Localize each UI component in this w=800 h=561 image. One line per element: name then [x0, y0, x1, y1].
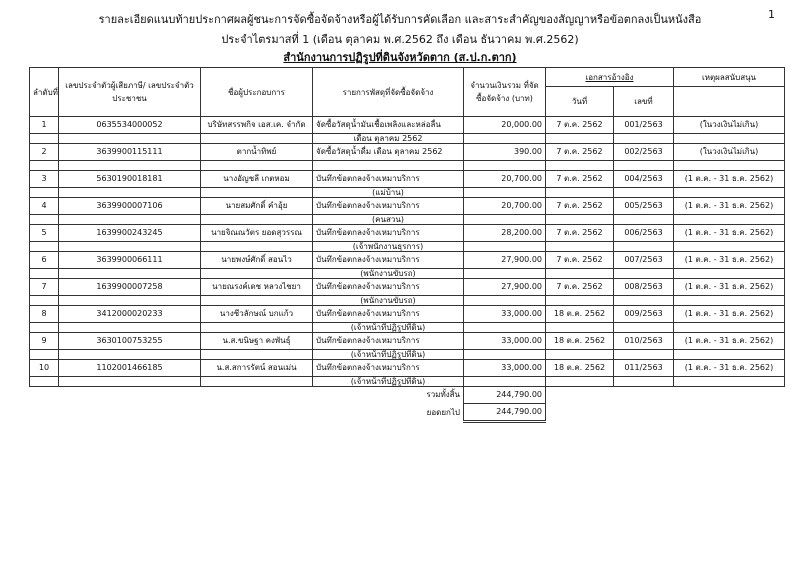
item-detail-cell: (พนักงานขับรถ) — [313, 269, 464, 279]
taxid-cell: 5630190018181 — [59, 171, 201, 188]
amount-cell: 27,900.00 — [464, 279, 546, 296]
item-detail-cell: (แม่บ้าน) — [313, 188, 464, 198]
date-cell: 18 ต.ค. 2562 — [546, 360, 614, 377]
vendor-cell: นางอัญชลี เกตหอม — [201, 171, 313, 188]
blank-cell — [464, 161, 546, 171]
docno-cell: 007/2563 — [614, 252, 674, 269]
page-number: 1 — [768, 8, 775, 21]
blank-cell — [201, 161, 313, 171]
docno-cell: 005/2563 — [614, 198, 674, 215]
item-detail-cell: (เจ้าหน้าที่ปฏิรูปที่ดิน) — [313, 350, 464, 360]
taxid-cell: 1639900007258 — [59, 279, 201, 296]
table-row-continuation — [30, 269, 785, 279]
item-detail-cell: (คนสวน) — [313, 215, 464, 225]
blank-cell — [30, 269, 59, 279]
reason-cell: (ในวงเงินไม่เกิน) — [674, 117, 785, 134]
table-row — [30, 117, 785, 134]
item-cell: บันทึกข้อตกลงจ้างเหมาบริการ — [313, 252, 464, 269]
blank-cell — [674, 134, 785, 144]
docno-cell: 008/2563 — [614, 279, 674, 296]
seq-cell: 4 — [30, 198, 59, 215]
header-taxid: เลขประจำตัวผู้เสียภาษี/ เลขประจำตัวประชาชน — [59, 68, 201, 117]
blank-cell — [201, 323, 313, 333]
table-row-continuation — [30, 215, 785, 225]
blank-cell — [546, 134, 614, 144]
item-detail-cell: (พนักงานขับรถ) — [313, 296, 464, 306]
header-vendor: ชื่อผู้ประกอบการ — [201, 68, 313, 117]
taxid-cell: 1639900243245 — [59, 225, 201, 242]
taxid-cell: 3630100753255 — [59, 333, 201, 350]
table-row — [30, 225, 785, 242]
item-cell: บันทึกข้อตกลงจ้างเหมาบริการ — [313, 279, 464, 296]
seq-cell: 5 — [30, 225, 59, 242]
blank-cell — [546, 215, 614, 225]
docno-cell: 009/2563 — [614, 306, 674, 323]
docno-cell: 004/2563 — [614, 171, 674, 188]
seq-cell: 2 — [30, 144, 59, 161]
blank-cell — [201, 269, 313, 279]
carry-forward-value: 244,790.00 — [464, 404, 546, 422]
table-row-continuation — [30, 242, 785, 252]
blank-cell — [674, 377, 785, 387]
blank-cell — [464, 377, 546, 387]
agency-name-text: สำนักงานการปฏิรูปที่ดินจังหวัดตาก (ส.ป.ก.ตาก) — [283, 51, 517, 64]
blank-cell — [201, 296, 313, 306]
reason-cell: (1 ต.ค. - 31 ธ.ค. 2562) — [674, 360, 785, 377]
reason-cell: (1 ต.ค. - 31 ธ.ค. 2562) — [674, 225, 785, 242]
seq-cell: 3 — [30, 171, 59, 188]
header-seq: ลำดับที่ — [30, 68, 59, 117]
blank-cell — [464, 134, 546, 144]
vendor-cell: นายสมศักดิ์ คำอุ้ย — [201, 198, 313, 215]
taxid-cell: 3412000020233 — [59, 306, 201, 323]
seq-cell: 10 — [30, 360, 59, 377]
blank-cell — [30, 215, 59, 225]
blank-cell — [59, 242, 201, 252]
vendor-cell: น.ส.ขนิษฐา คงพันธุ์ — [201, 333, 313, 350]
item-cell: บันทึกข้อตกลงจ้างเหมาบริการ — [313, 360, 464, 377]
vendor-cell: นายพงษ์ศักดิ์ สอนไว — [201, 252, 313, 269]
blank-cell — [546, 350, 614, 360]
vendor-cell: ตากน้ำทิพย์ — [201, 144, 313, 161]
blank-cell — [464, 188, 546, 198]
amount-cell: 28,200.00 — [464, 225, 546, 242]
amount-cell: 20,000.00 — [464, 117, 546, 134]
table-row — [30, 198, 785, 215]
table-row — [30, 171, 785, 188]
blank-cell — [59, 377, 201, 387]
taxid-cell: 3639900007106 — [59, 198, 201, 215]
table-row-continuation — [30, 188, 785, 198]
reason-cell: (ในวงเงินไม่เกิน) — [674, 144, 785, 161]
blank-cell — [59, 215, 201, 225]
blank-cell — [464, 269, 546, 279]
item-detail-cell: (เจ้าหน้าที่ปฏิรูปที่ดิน) — [313, 377, 464, 387]
table-row — [30, 306, 785, 323]
item-cell: จัดซื้อวัสดุน้ำมันเชื้อเพลิงและหล่อลื่น — [313, 117, 464, 134]
header-reason-blank — [674, 87, 785, 117]
blank-cell — [614, 350, 674, 360]
table-row-continuation — [30, 350, 785, 360]
taxid-cell: 1102001466185 — [59, 360, 201, 377]
reason-cell: (1 ต.ค. - 31 ธ.ค. 2562) — [674, 198, 785, 215]
date-cell: 7 ต.ค. 2562 — [546, 279, 614, 296]
blank-cell — [674, 323, 785, 333]
blank-cell — [59, 134, 201, 144]
blank-cell — [546, 161, 614, 171]
blank-cell — [59, 188, 201, 198]
item-cell: บันทึกข้อตกลงจ้างเหมาบริการ — [313, 333, 464, 350]
blank-cell — [464, 323, 546, 333]
table-row — [30, 144, 785, 161]
reason-cell: (1 ต.ค. - 31 ธ.ค. 2562) — [674, 333, 785, 350]
vendor-cell: นางชีวลักษณ์ บกแก้ว — [201, 306, 313, 323]
item-detail-cell: เดือน ตุลาคม 2562 — [313, 134, 464, 144]
header-reason: เหตุผลสนับสนุน — [674, 68, 785, 87]
total-value: 244,790.00 — [464, 387, 546, 404]
blank-cell — [59, 323, 201, 333]
blank-cell — [614, 161, 674, 171]
blank-cell — [674, 269, 785, 279]
seq-cell: 7 — [30, 279, 59, 296]
document-title: รายละเอียดแนบท้ายประกาศผลผู้ชนะการจัดซื้อจัดจ้างหรือผู้ได้รับการคัดเลือก และสาระสำคัญของสัญญาหรือข้อตกลงเป็นหนังสือ — [98, 13, 702, 26]
blank-cell — [201, 377, 313, 387]
blank-cell — [546, 296, 614, 306]
amount-cell: 390.00 — [464, 144, 546, 161]
date-cell: 7 ต.ค. 2562 — [546, 198, 614, 215]
taxid-cell: 0635534000052 — [59, 117, 201, 134]
blank-cell — [464, 296, 546, 306]
date-cell: 7 ต.ค. 2562 — [546, 225, 614, 242]
blank-cell — [201, 242, 313, 252]
blank-cell — [30, 350, 59, 360]
table-row-continuation — [30, 161, 785, 171]
amount-cell: 20,700.00 — [464, 198, 546, 215]
blank-cell — [546, 188, 614, 198]
docno-cell: 011/2563 — [614, 360, 674, 377]
blank-cell — [59, 296, 201, 306]
blank-cell — [30, 134, 59, 144]
blank-cell — [614, 296, 674, 306]
header-docno: เลขที่ — [614, 87, 674, 117]
blank-cell — [464, 350, 546, 360]
table-row — [30, 279, 785, 296]
blank-cell — [674, 161, 785, 171]
blank-cell — [674, 242, 785, 252]
date-cell: 7 ต.ค. 2562 — [546, 252, 614, 269]
blank-cell — [59, 269, 201, 279]
blank-cell — [464, 242, 546, 252]
header-date: วันที่ — [546, 87, 614, 117]
item-cell: จัดซื้อวัสดุน้ำดื่ม เดือน ตุลาคม 2562 — [313, 144, 464, 161]
blank-cell — [59, 350, 201, 360]
blank-cell — [546, 377, 614, 387]
blank-cell — [201, 134, 313, 144]
carry-forward-label: ยอดยกไป — [426, 407, 460, 417]
amount-cell: 27,900.00 — [464, 252, 546, 269]
header-amount: จำนวนเงินรวม ที่จัดซื้อจัดจ้าง (บาท) — [464, 68, 546, 117]
item-detail-cell: (เจ้าหน้าที่ปฏิรูปที่ดิน) — [313, 323, 464, 333]
blank-cell — [674, 188, 785, 198]
reason-cell: (1 ต.ค. - 31 ธ.ค. 2562) — [674, 171, 785, 188]
amount-cell: 33,000.00 — [464, 333, 546, 350]
blank-cell — [614, 215, 674, 225]
blank-cell — [674, 296, 785, 306]
reason-cell: (1 ต.ค. - 31 ธ.ค. 2562) — [674, 252, 785, 269]
table-row — [30, 333, 785, 350]
header-item: รายการพัสดุที่จัดซื้อจัดจ้าง — [313, 68, 464, 117]
blank-cell — [614, 269, 674, 279]
blank-cell — [30, 188, 59, 198]
table-row-continuation — [30, 323, 785, 333]
blank-cell — [546, 323, 614, 333]
docno-cell: 006/2563 — [614, 225, 674, 242]
date-cell: 7 ต.ค. 2562 — [546, 144, 614, 161]
seq-cell: 8 — [30, 306, 59, 323]
amount-cell: 33,000.00 — [464, 306, 546, 323]
blank-cell — [464, 215, 546, 225]
blank-cell — [201, 215, 313, 225]
blank-cell — [546, 269, 614, 279]
date-cell: 18 ต.ค. 2562 — [546, 333, 614, 350]
table-row-continuation — [30, 134, 785, 144]
vendor-cell: นายจิณณวัตร ยอดสุวรรณ — [201, 225, 313, 242]
blank-cell — [614, 242, 674, 252]
seq-cell: 6 — [30, 252, 59, 269]
quarter-period: ประจำไตรมาสที่ 1 (เดือน ตุลาคม พ.ศ.2562 ถึง เดือน ธันวาคม พ.ศ.2562) — [221, 33, 579, 46]
reason-cell: (1 ต.ค. - 31 ธ.ค. 2562) — [674, 279, 785, 296]
table-row — [30, 252, 785, 269]
docno-cell: 002/2563 — [614, 144, 674, 161]
blank-cell — [201, 188, 313, 198]
date-cell: 7 ต.ค. 2562 — [546, 171, 614, 188]
blank-cell — [546, 242, 614, 252]
seq-cell: 9 — [30, 333, 59, 350]
item-detail-cell — [313, 161, 464, 171]
item-cell: บันทึกข้อตกลงจ้างเหมาบริการ — [313, 225, 464, 242]
table-row — [30, 360, 785, 377]
amount-cell: 20,700.00 — [464, 171, 546, 188]
blank-cell — [30, 296, 59, 306]
docno-cell: 001/2563 — [614, 117, 674, 134]
blank-cell — [30, 242, 59, 252]
blank-cell — [674, 215, 785, 225]
item-cell: บันทึกข้อตกลงจ้างเหมาบริการ — [313, 171, 464, 188]
blank-cell — [614, 134, 674, 144]
table-totals — [30, 387, 785, 422]
vendor-cell: นายณรงค์เดช หลวงไชยา — [201, 279, 313, 296]
blank-cell — [30, 161, 59, 171]
date-cell: 18 ต.ค. 2562 — [546, 306, 614, 323]
docno-cell: 010/2563 — [614, 333, 674, 350]
vendor-cell: บริษัทสรรพกิจ เอส.เค. จำกัด — [201, 117, 313, 134]
blank-cell — [30, 377, 59, 387]
total-label: รวมทั้งสิ้น — [426, 390, 460, 400]
header-reference: เอกสารอ้างอิง — [546, 68, 674, 87]
blank-cell — [674, 350, 785, 360]
blank-cell — [59, 161, 201, 171]
taxid-cell: 3639900115111 — [59, 144, 201, 161]
procurement-table — [29, 67, 785, 423]
blank-cell — [614, 188, 674, 198]
table-row-continuation — [30, 296, 785, 306]
agency-name — [0, 48, 800, 66]
taxid-cell: 3639900066111 — [59, 252, 201, 269]
table-body — [30, 117, 785, 387]
blank-cell — [614, 377, 674, 387]
table-row-continuation — [30, 377, 785, 387]
item-cell: บันทึกข้อตกลงจ้างเหมาบริการ — [313, 198, 464, 215]
reason-cell: (1 ต.ค. - 31 ธ.ค. 2562) — [674, 306, 785, 323]
item-cell: บันทึกข้อตกลงจ้างเหมาบริการ — [313, 306, 464, 323]
vendor-cell: น.ส.สการรัตน์ สอนเม่น — [201, 360, 313, 377]
amount-cell: 33,000.00 — [464, 360, 546, 377]
blank-cell — [201, 350, 313, 360]
blank-cell — [614, 323, 674, 333]
blank-cell — [30, 323, 59, 333]
seq-cell: 1 — [30, 117, 59, 134]
date-cell: 7 ต.ค. 2562 — [546, 117, 614, 134]
item-detail-cell: (เจ้าพนักงานธุรการ) — [313, 242, 464, 252]
